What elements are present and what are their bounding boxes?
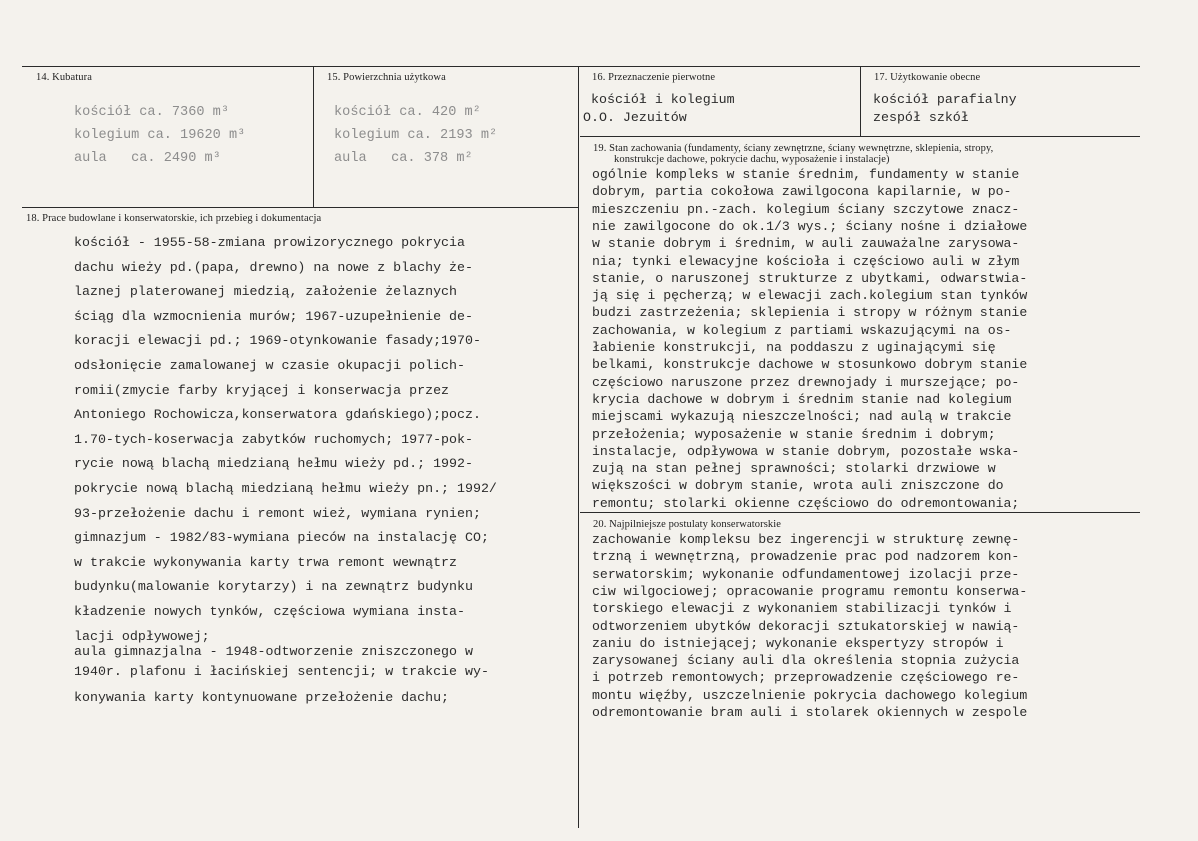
center-divider bbox=[578, 66, 579, 828]
works-line-17: lacji odpływowej; bbox=[74, 628, 210, 644]
works-hall-line-3: konywania karty kontynuowane przełożenie dachu; bbox=[74, 690, 450, 705]
works-line-13: gimnazjum - 1982/83-wymiana pieców na instalację CO; bbox=[74, 530, 489, 546]
section-19-20-divider bbox=[580, 512, 1140, 513]
condition-line-11: łabienie konstrukcji, na poddaszu z uginającymi się bbox=[592, 340, 996, 355]
works-line-7: romii(zmycie farby kryjącej i konserwacja przez bbox=[74, 382, 450, 398]
works-line-5: koracji elewacji pd.; 1969-otynkowanie fasady;1970- bbox=[74, 333, 481, 349]
condition-line-2: dobrym, partia cokołowa zawilgocona kapilarnie, w po- bbox=[592, 184, 1012, 200]
condition-line-10: zachowania, w kolegium z partiami wskazującymi na os- bbox=[592, 322, 1012, 338]
section-19-label-line2: konstrukcje dachowe, pokrycie dachu, wyposażenie i instalacje) bbox=[614, 154, 890, 165]
condition-line-16: przełożenia; wyposażenie w stanie średnim i dobrym; bbox=[592, 426, 996, 442]
works-line-12: 93-przełożenie dachu i remont wież, wymiana rynien; bbox=[74, 505, 481, 521]
volume-church: kościół ca. 7360 m³ bbox=[74, 105, 229, 120]
condition-line-17: instalacje, odpływowa w stanie dobrym, pozostałe wska- bbox=[592, 443, 1020, 459]
divider-14-15 bbox=[313, 66, 314, 207]
works-line-9: 1.70-tych-koserwacja zabytków ruchomych; 1977-pok- bbox=[74, 431, 473, 447]
condition-line-5: w stanie dobrym i średnim, w auli zauważalne zarysowa- bbox=[592, 236, 1020, 252]
works-line-2: dachu wieży pd.(papa, drewno) na nowe z blachy że- bbox=[74, 259, 473, 275]
header-bottom-rule-left bbox=[22, 207, 578, 208]
condition-line-1: ogólnie kompleks w stanie średnim, fundamenty w stanie bbox=[592, 167, 1020, 182]
section-20-label: 20. Najpilniejsze postulaty konserwatorskie bbox=[593, 519, 782, 530]
area-church: kościół ca. 420 m² bbox=[334, 105, 481, 120]
volume-college: kolegium ca. 19620 m³ bbox=[74, 128, 246, 143]
works-line-3: laznej platerowanej miedzią, założenie żelaznych bbox=[74, 284, 458, 300]
condition-line-13: częściowo naruszone przez drewnojady i murszejące; po- bbox=[592, 374, 1020, 390]
postulates-line-6: odtworzeniem ubytków dekoracji sztukatorskiej w nawią- bbox=[592, 618, 1020, 634]
works-line-1: kościół - 1955-58-zmiana prowizorycznego pokrycia bbox=[74, 235, 465, 250]
works-line-6: odsłonięcie zamalowanej w czasie okupacji polich- bbox=[74, 358, 465, 373]
works-line-8: Antoniego Rochowicza,konserwatora gdańskiego);pocz. bbox=[74, 407, 481, 423]
section-15-label: 15. Powierzchnia użytkowa bbox=[327, 72, 446, 83]
condition-line-7: stanie, o naruszonej strukturze z ubytkami, odwarstwia- bbox=[592, 270, 1028, 286]
condition-line-15: miejscami wykazują nieszczelności; nad aulą w trakcie bbox=[592, 409, 1012, 425]
condition-line-19: większości w dobrym stanie, wrota auli zniszczone do bbox=[592, 478, 1004, 494]
postulates-line-4: ciw wilgociowej; opracowanie programu remontu konserwa- bbox=[592, 583, 1028, 599]
postulates-line-2: trzną i wewnętrzną, prowadzenie prac pod nadzorem kon- bbox=[592, 549, 1020, 565]
section-14-label: 14. Kubatura bbox=[36, 72, 93, 83]
condition-line-8: ją się i pęcherzą; w elewacji zach.kolegium stan tynków bbox=[592, 288, 1028, 304]
condition-line-9: budzi zastrzeżenia; sklepienia i stropy w różnym stanie bbox=[592, 305, 1028, 321]
works-line-4: ściąg dla wzmocnienia murów; 1967-uzupełnienie de- bbox=[74, 308, 473, 324]
original-purpose-2: O.O. Jezuitów bbox=[583, 110, 687, 125]
postulates-line-5: torskiego elewacji z wykonaniem stabilizacji tynków i bbox=[592, 601, 1012, 617]
divider-16-17 bbox=[860, 66, 861, 136]
works-line-11: pokrycie nową blachą miedzianą hełmu wieży pn.; 1992/ bbox=[74, 481, 497, 496]
condition-line-14: krycia dachowe w dobrym i średnim stanie nad kolegium bbox=[592, 391, 1012, 407]
area-college: kolegium ca. 2193 m² bbox=[334, 128, 498, 143]
condition-line-20: remontu; stolarki okienne częściowo do odremontowania; bbox=[592, 495, 1020, 511]
postulates-line-7: zaniu do istniejącej; wykonanie ekspertyzy stropów i bbox=[592, 635, 1004, 651]
section-19-label-line1: 19. Stan zachowania (fundamenty, ściany zewnętrzne, ściany wewnętrzne, sklepienia, stropy, bbox=[593, 143, 994, 154]
postulates-line-1: zachowanie kompleksu bez ingerencji w strukturę zewnę- bbox=[592, 532, 1020, 547]
volume-hall: aula ca. 2490 m³ bbox=[74, 151, 221, 166]
works-line-14: w trakcie wykonywania karty trwa remont wewnątrz bbox=[74, 554, 458, 570]
condition-line-12: belkami, konstrukcje dachowe w stosunkowo dobrym stanie bbox=[592, 357, 1028, 373]
postulates-line-10: montu więźby, uszczelnienie pokrycia dachowego kolegium bbox=[592, 687, 1028, 703]
original-purpose-1: kościół i kolegium bbox=[591, 92, 735, 107]
postulates-line-9: i potrzeb remontowych; przeprowadzenie częściowego re- bbox=[592, 670, 1020, 686]
section-17-label: 17. Użytkowanie obecne bbox=[874, 72, 981, 83]
works-line-10: rycie nową blachą miedzianą hełmu wieży pd.; 1992- bbox=[74, 456, 473, 472]
area-hall: aula ca. 378 m² bbox=[334, 151, 473, 166]
section-18-label: 18. Prace budowlane i konserwatorskie, ich przebieg i dokumentacja bbox=[26, 213, 322, 224]
works-hall-line-2: 1940r. plafonu i łacińskiej sentencji; w trakcie wy- bbox=[74, 664, 489, 679]
top-rule bbox=[22, 66, 1140, 67]
works-hall-line-1: aula gimnazjalna - 1948-odtworzenie zniszczonego w bbox=[74, 644, 473, 659]
section-16-label: 16. Przeznaczenie pierwotne bbox=[592, 72, 716, 83]
condition-line-4: nie zawilgocone do ok.1/3 wys.; ściany nośne i działowe bbox=[592, 218, 1028, 234]
header-bottom-rule-right bbox=[580, 136, 1140, 137]
condition-line-3: mieszczeniu pn.-zach. kolegium ściany szczytowe znacz- bbox=[592, 201, 1020, 217]
current-use-2: zespół szkół bbox=[873, 110, 969, 125]
postulates-line-8: zarysowanej ściany auli dla określenia stopnia zużycia bbox=[592, 653, 1020, 669]
postulates-line-11: odremontowanie bram auli i stolarek okiennych w zespole bbox=[592, 705, 1028, 720]
current-use-1: kościół parafialny bbox=[873, 92, 1017, 107]
works-line-16: kładzenie nowych tynków, częściowa wymiana insta- bbox=[74, 604, 465, 619]
postulates-line-3: serwatorskim; wykonanie odfundamentowej izolacji prze- bbox=[592, 566, 1020, 582]
works-line-15: budynku(malowanie korytarzy) i na zewnątrz budynku bbox=[74, 579, 473, 595]
condition-line-18: zują na stan pełnej sprawności; stolarki drzwiowe w bbox=[592, 461, 996, 477]
condition-line-6: nia; tynki elewacyjne kościoła i częściowo auli w złym bbox=[592, 253, 1020, 269]
